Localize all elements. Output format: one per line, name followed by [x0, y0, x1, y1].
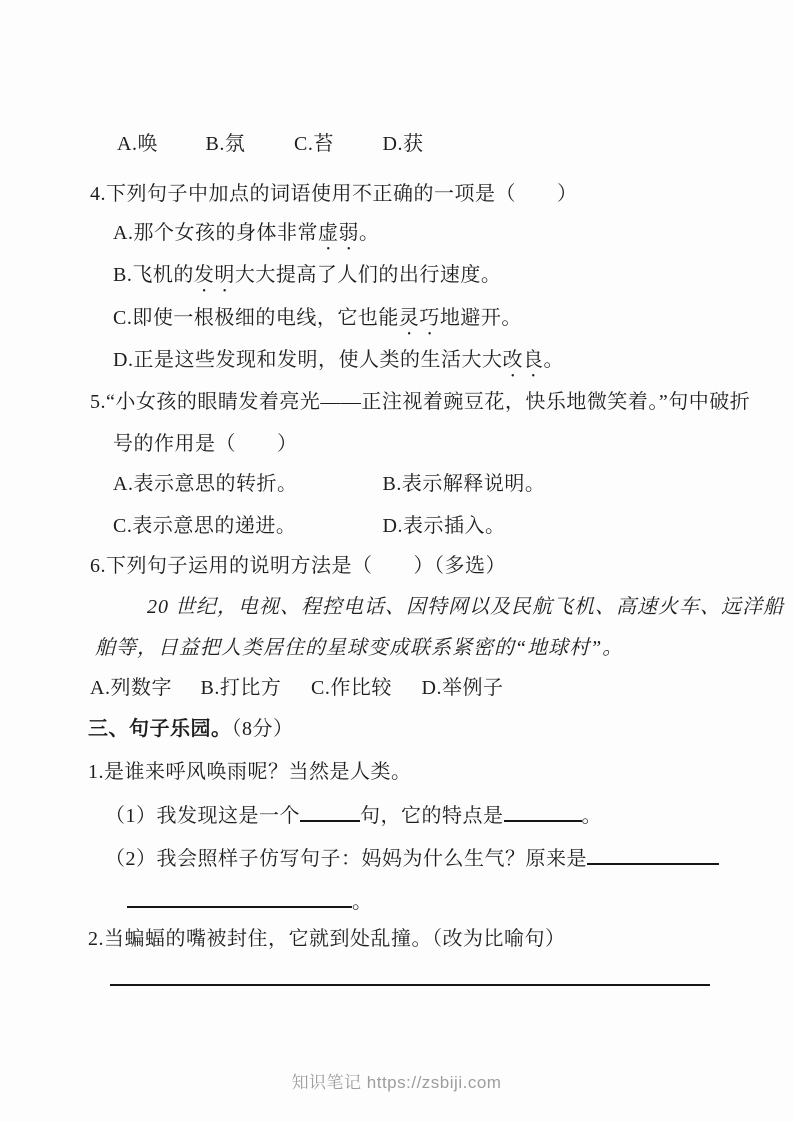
- s3-q1-sub2-pre: （2）我会照样子仿写句子：妈妈为什么生气？原来是: [105, 848, 587, 870]
- section3-score: （8分）: [231, 718, 294, 740]
- q5-option-a: A.表示意思的转折。: [113, 473, 298, 495]
- q3-option-b: B.氛: [205, 133, 246, 155]
- q5-option-b: B.表示解释说明。: [382, 473, 546, 495]
- q4-option-a: [113, 219, 379, 255]
- q6-options-row: [90, 674, 503, 702]
- blank-underline-2: [504, 800, 582, 822]
- section3-header: [88, 715, 294, 743]
- q5-stem-line2: 号的作用是（ ）: [113, 433, 298, 455]
- q6-quote-line1: 20 世纪，电视、程控电话、因特网以及民航飞机、高速火车、远洋船: [147, 596, 784, 618]
- q3-option-d: D.获: [382, 133, 424, 155]
- s3-q1-stem: 1.是谁来呼风唤雨呢？当然是人类。: [88, 761, 412, 783]
- q4-option-c-emphasized-word: 灵巧: [398, 307, 440, 329]
- q6-option-d: D.举例子: [421, 677, 504, 699]
- s3-q1-sub2: [105, 843, 719, 873]
- footer-watermark: 知识笔记 https://zsbiji.com: [291, 1073, 502, 1092]
- q6-option-a: A.列数字: [90, 677, 172, 699]
- q4-stem: 4.下列句子中加点的词语使用不正确的一项是（ ）: [90, 183, 578, 205]
- q5-options-row2: [113, 512, 505, 540]
- q4-option-a-pre: A.那个女孩的身体非常: [113, 222, 318, 244]
- q5-option-c: C.表示意思的递进。: [113, 515, 297, 537]
- q4-option-c-post: 地避开。: [439, 307, 522, 329]
- s3-q1-sub2-continuation: [127, 886, 373, 916]
- q4-option-d-post: 。: [543, 349, 564, 371]
- q4-option-a-emphasized-word: 虚弱: [317, 222, 359, 244]
- q4-option-c: [113, 304, 522, 340]
- q6-option-b: B.打比方: [200, 677, 282, 699]
- q4-option-b-emphasized-word: 发明: [193, 264, 235, 286]
- s3-q1-sub1-post: 。: [581, 805, 602, 827]
- q4-option-a-post: 。: [358, 222, 380, 244]
- q3-options-row: [117, 130, 423, 158]
- q6-stem: 6.下列句子运用的说明方法是（ ）（多选）: [90, 555, 506, 577]
- q4-option-b: [113, 261, 501, 297]
- q4-option-c-pre: C.即使一根极细的电线，它也能: [113, 307, 399, 329]
- s3-q1-sub1: [105, 800, 602, 830]
- q4-option-d-pre: D.正是这些发现和发明，使人类的生活大大: [113, 349, 503, 371]
- s3-q1-sub1-mid: 句，它的特点是: [360, 805, 504, 827]
- q3-option-c: C.苔: [294, 133, 334, 155]
- q5-options-row1: [113, 470, 545, 498]
- blank-underline-1: [300, 800, 360, 822]
- s3-q1-sub1-pre: （1）我发现这是一个: [105, 805, 300, 827]
- q3-option-a: A.唤: [117, 133, 158, 155]
- blank-underline-3: [587, 843, 719, 865]
- answer-line: [110, 984, 710, 986]
- s3-q1-sub2-post: 。: [352, 891, 373, 913]
- q4-option-d-emphasized-word: 改良: [502, 349, 544, 371]
- s3-q2-stem: 2.当蝙蝠的嘴被封住，它就到处乱撞。（改为比喻句）: [88, 928, 566, 950]
- q6-option-c: C.作比较: [311, 677, 392, 699]
- q5-stem-line1: 5.“小女孩的眼睛发着亮光——正注视着豌豆花，快乐地微笑着。”句中破折: [90, 391, 751, 413]
- q6-quote-line2: 舶等，日益把人类居住的星球变成联系紧密的“地球村”。: [95, 637, 624, 659]
- blank-underline-4: [127, 886, 352, 908]
- q4-option-b-post: 大大提高了人们的出行速度。: [234, 264, 502, 286]
- q4-option-b-pre: B.飞机的: [113, 264, 194, 286]
- section3-title: 三、句子乐园。: [88, 718, 232, 740]
- q5-option-d: D.表示插入。: [382, 515, 506, 537]
- q4-option-d: [113, 346, 564, 382]
